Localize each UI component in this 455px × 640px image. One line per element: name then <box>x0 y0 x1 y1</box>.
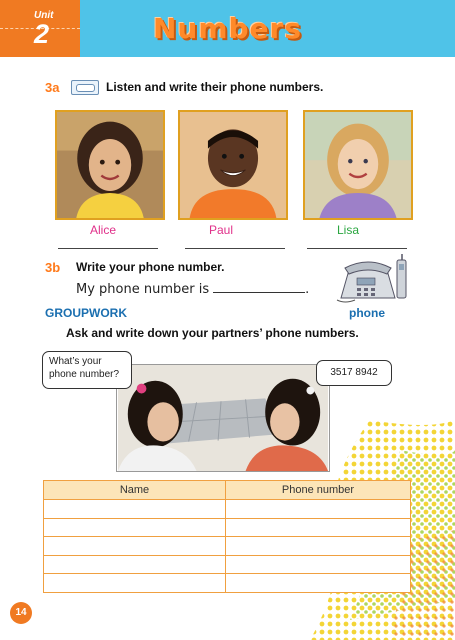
phone-number-table <box>43 480 411 593</box>
page-title: Numbers <box>152 12 303 45</box>
table-row <box>44 555 411 574</box>
classroom-photo <box>116 364 330 472</box>
name-cell[interactable] <box>44 555 226 574</box>
instruction-3a: Listen and write their phone numbers. <box>106 80 324 94</box>
answer-line-lisa[interactable] <box>307 248 407 249</box>
table-row <box>44 518 411 537</box>
unit-number: 2 <box>34 19 50 49</box>
instruction-3b: Write your phone number. <box>76 260 225 274</box>
photo-alice <box>55 110 165 220</box>
page-number: 14 <box>10 602 32 624</box>
groupwork-label: GROUPWORK <box>45 306 127 320</box>
bubble-question-line1: What’s your <box>49 356 102 367</box>
exercise-number-3b: 3b <box>45 260 61 275</box>
phone-cell[interactable] <box>226 537 411 556</box>
bubble-question-line2: phone number? <box>49 369 120 380</box>
speech-bubble-question <box>42 351 132 389</box>
phone-cell[interactable] <box>226 555 411 574</box>
telephone-icon <box>335 254 413 306</box>
table-row <box>44 500 411 519</box>
photo-paul <box>178 110 288 220</box>
phone-caption: phone <box>349 306 385 320</box>
cassette-icon <box>71 80 99 95</box>
name-cell[interactable] <box>44 518 226 537</box>
my-phone-text: My phone number is <box>76 282 210 297</box>
kid-name-lisa: Lisa <box>336 223 359 237</box>
name-cell[interactable] <box>44 537 226 556</box>
phone-cell[interactable] <box>226 500 411 519</box>
exercise-number-3a: 3a <box>45 80 60 95</box>
table-header-row <box>44 481 411 500</box>
phone-cell[interactable] <box>226 574 411 593</box>
kid-name-alice: Alice <box>89 223 116 237</box>
table-row <box>44 574 411 593</box>
answer-line-alice[interactable] <box>58 248 158 249</box>
table-row <box>44 537 411 556</box>
column-header-name: Name <box>44 481 226 500</box>
name-cell[interactable] <box>44 500 226 519</box>
speech-bubble-answer: 3517 8942 <box>316 360 392 386</box>
name-cell[interactable] <box>44 574 226 593</box>
photo-lisa <box>303 110 413 220</box>
answer-line-paul[interactable] <box>185 248 285 249</box>
column-header-phone: Phone number <box>226 481 411 500</box>
my-phone-blank[interactable] <box>213 292 305 293</box>
unit-label: Unit <box>34 10 54 21</box>
my-phone-period: . <box>305 282 310 297</box>
kid-name-paul: Paul <box>208 223 234 237</box>
my-phone-sentence <box>76 282 309 297</box>
groupwork-instruction: Ask and write down your partners’ phone numbers. <box>66 326 359 340</box>
phone-cell[interactable] <box>226 518 411 537</box>
